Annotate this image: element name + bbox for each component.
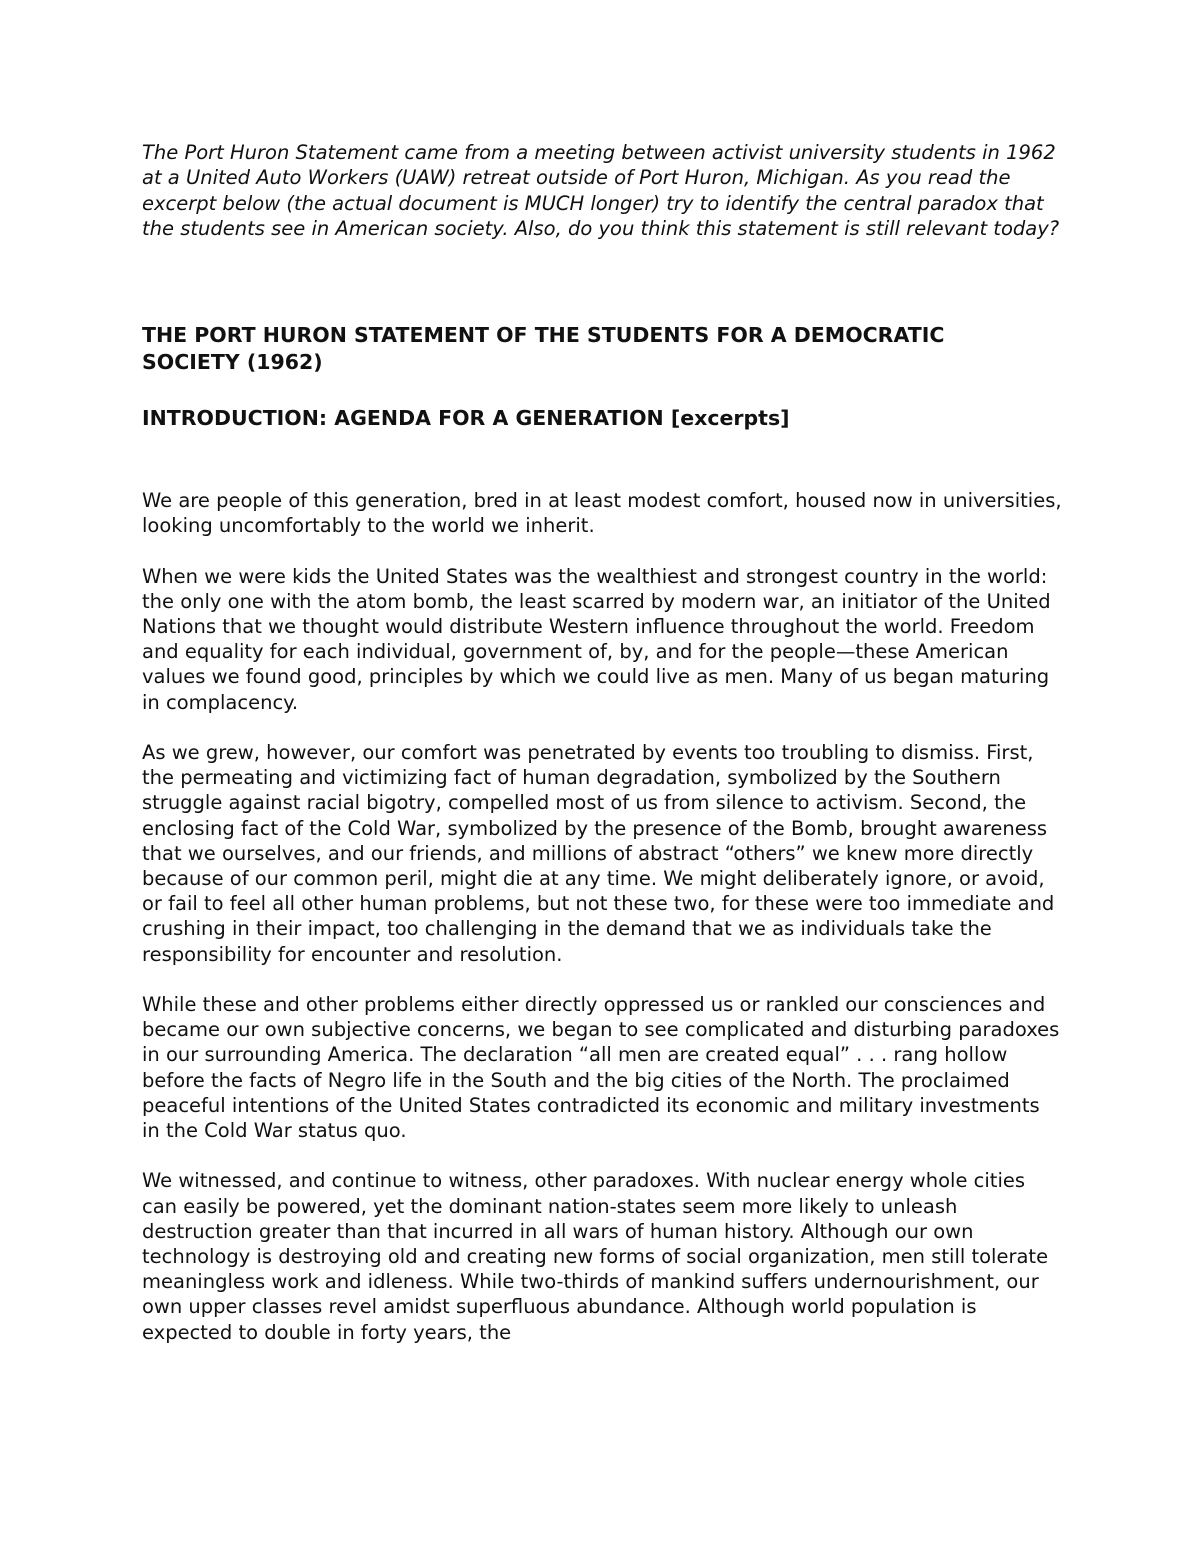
- body-paragraph-4: While these and other problems either directly oppressed us or rankled our consciences and became our own subjective concerns, we began to see complicated and disturbing paradoxes in our surrounding America. The declaration “all men are created equal” . . . rang hollow before the facts of Negro life in the South and the big cities of the North. The proclaimed peaceful intentions of the United States contradicted its economic and military investments in the Cold War status quo.: [142, 993, 1060, 1143]
- body-paragraph-1: We are people of this generation, bred in at least modest comfort, housed now in universities, looking uncomfortably to the world we inherit.: [142, 489, 1062, 538]
- body-text: [142, 488, 1062, 1370]
- document-title: THE PORT HURON STATEMENT OF THE STUDENTS FOR A DEMOCRATIC SOCIETY (1962): [142, 323, 945, 374]
- body-paragraph-5: We witnessed, and continue to witness, other paradoxes. With nuclear energy whole cities can easily be powered, yet the dominant nation-states seem more likely to unleash destruction greater than that incurred in all wars of human history. Although our own technology is destroying old and creating new forms of social organization, men still tolerate meaningless work and idleness. While two-thirds of mankind suffers undernourishment, our own upper classes revel amidst superfluous abundance. Although world population is expected to double in forty years, the: [142, 1169, 1049, 1344]
- body-paragraph-2: When we were kids the United States was the wealthiest and strongest country in the world: the only one with the atom bomb, the least scarred by modern war, an initiator of the United Nations that we thought would distribute Western influence throughout the world. Freedom and equality for each individual, government of, by, and for the people—these American values we found good, principles by which we could live as men. Many of us began maturing in complacency.: [142, 564, 1051, 714]
- document-page: [142, 140, 1062, 1344]
- body-paragraph-3: As we grew, however, our comfort was penetrated by events too troubling to dismiss. First, the permeating and victimizing fact of human degradation, symbolized by the Southern struggle against racial bigotry, compelled most of us from silence to activism. Second, the enclosing fact of the Cold War, symbolized by the presence of the Bomb, brought awareness that we ourselves, and our friends, and millions of abstract “others” we knew more directly because of our common peril, might die at any time. We might deliberately ignore, or avoid, or fail to feel all other human problems, but not these two, for these were too immediate and crushing in their impact, too challenging in the demand that we as individuals take the responsibility for encounter and resolution.: [142, 741, 1055, 966]
- section-subtitle: INTRODUCTION: AGENDA FOR A GENERATION [excerpts]: [142, 406, 790, 430]
- intro-paragraph: The Port Huron Statement came from a meeting between activist university students in 1962 at a United Auto Workers (UAW) retreat outside of Port Huron, Michigan. As you read the excerpt below (the actual document is MUCH longer) try to identify the central paradox that the students see in American society. Also, do you think this statement is still relevant today?: [142, 141, 1060, 240]
